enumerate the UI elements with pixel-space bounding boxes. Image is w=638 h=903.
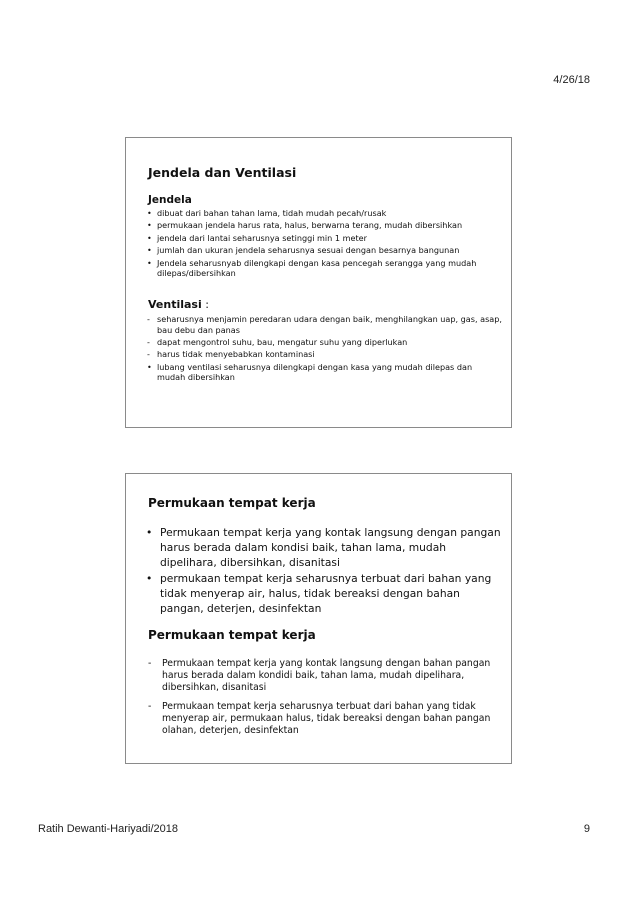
list-item-text: jumlah dan ukuran jendela seharusnya sesuai dengan besarnya bangunan [157,245,460,256]
list-item-text: harus tidak menyebabkan kontaminasi [157,349,315,360]
list-item-text: lubang ventilasi seharusnya dilengkapi dengan kasa yang mudah dilepas dan mudah dibersihkan [157,361,473,383]
list-item-text: Permukaan tempat kerja seharusnya terbuat dari bahan yang tidak menyerap air, permukaan halus, tidak bereaksi dengan bahan pangan olahan, deterjen, desinfektan [162,701,491,736]
ventilasi-heading [148,298,209,311]
permukaan-list-dashes [148,658,498,744]
permukaan-list-bullets [146,526,501,619]
list-item-text: seharusnya menjamin peredaran udara dengan baik, menghilangkan uap, gas, asap, bau debu dan panas [157,314,502,335]
page-date: 4/26/18 [553,74,590,86]
list-item [148,658,498,694]
slide-title: Permukaan tempat kerja [148,496,316,510]
dash-marker: - [147,314,150,324]
slide-jendela-ventilasi [125,137,512,428]
list-item-text: dibuat dari bahan tahan lama, tidah mudah pecah/rusak [157,208,387,218]
list-item-text: Jendela seharusnyab dilengkapi dengan kasa pencegah serangga yang mudah dilepas/dibersihkan [157,257,477,279]
list-item-text: Permukaan tempat kerja yang kontak langsung dengan bahan pangan harus berada dalam kondidi baik, tahan lama, mudah dipelihara, dibersihkan, disanitasi [162,658,491,693]
ventilasi-heading-text: Ventilasi [148,298,202,311]
list-item-text: jendela dari lantai seharusnya setinggi min 1 meter [157,232,367,243]
slide-title: Jendela dan Ventilasi [148,165,297,180]
jendela-heading: Jendela [148,194,192,206]
bullet-marker: • [146,572,153,586]
list-item [147,337,502,348]
section-heading: Permukaan tempat kerja [148,628,316,642]
page-number: 9 [583,823,590,835]
dash-marker: - [147,349,150,360]
list-item [146,572,501,616]
list-item [147,314,502,335]
ventilasi-list [147,314,502,385]
bullet-marker: • [147,232,152,243]
dash-marker: - [147,336,150,347]
list-item [147,233,502,244]
bullet-marker: • [147,361,152,372]
dash-marker: - [148,658,152,669]
list-item [147,245,502,256]
slide-permukaan-tempat-kerja [125,473,512,764]
bullet-marker: • [146,526,153,539]
footer-author: Ratih Dewanti-Hariyadi/2018 [38,823,179,835]
list-item-text: permukaan tempat kerja seharusnya terbuat dari bahan yang tidak menyerap air, halus, tidak bereaksi dengan bahan pangan, deterjen, desinfektan [160,572,492,615]
jendela-list [147,208,502,281]
list-item [147,362,502,383]
bullet-marker: • [147,245,152,256]
list-item [147,208,502,219]
dash-marker: - [148,701,152,712]
list-item [147,258,502,279]
list-item [146,526,501,570]
list-item-text: dapat mengontrol suhu, bau, mengatur suhu yang diperlukan [157,336,408,347]
list-item-text: permukaan jendela harus rata, halus, berwarna terang, mudah dibersihkan [157,220,463,231]
ventilasi-colon: : [201,298,209,311]
bullet-marker: • [147,208,152,218]
bullet-marker: • [147,220,152,231]
list-item [147,349,502,360]
bullet-marker: • [147,257,152,268]
list-item [148,701,498,737]
list-item [147,220,502,231]
list-item-text: Permukaan tempat kerja yang kontak langsung dengan pangan harus berada dalam kondisi baik, tahan lama, mudah dipelihara, dibersihkan, disanitasi [160,526,501,569]
